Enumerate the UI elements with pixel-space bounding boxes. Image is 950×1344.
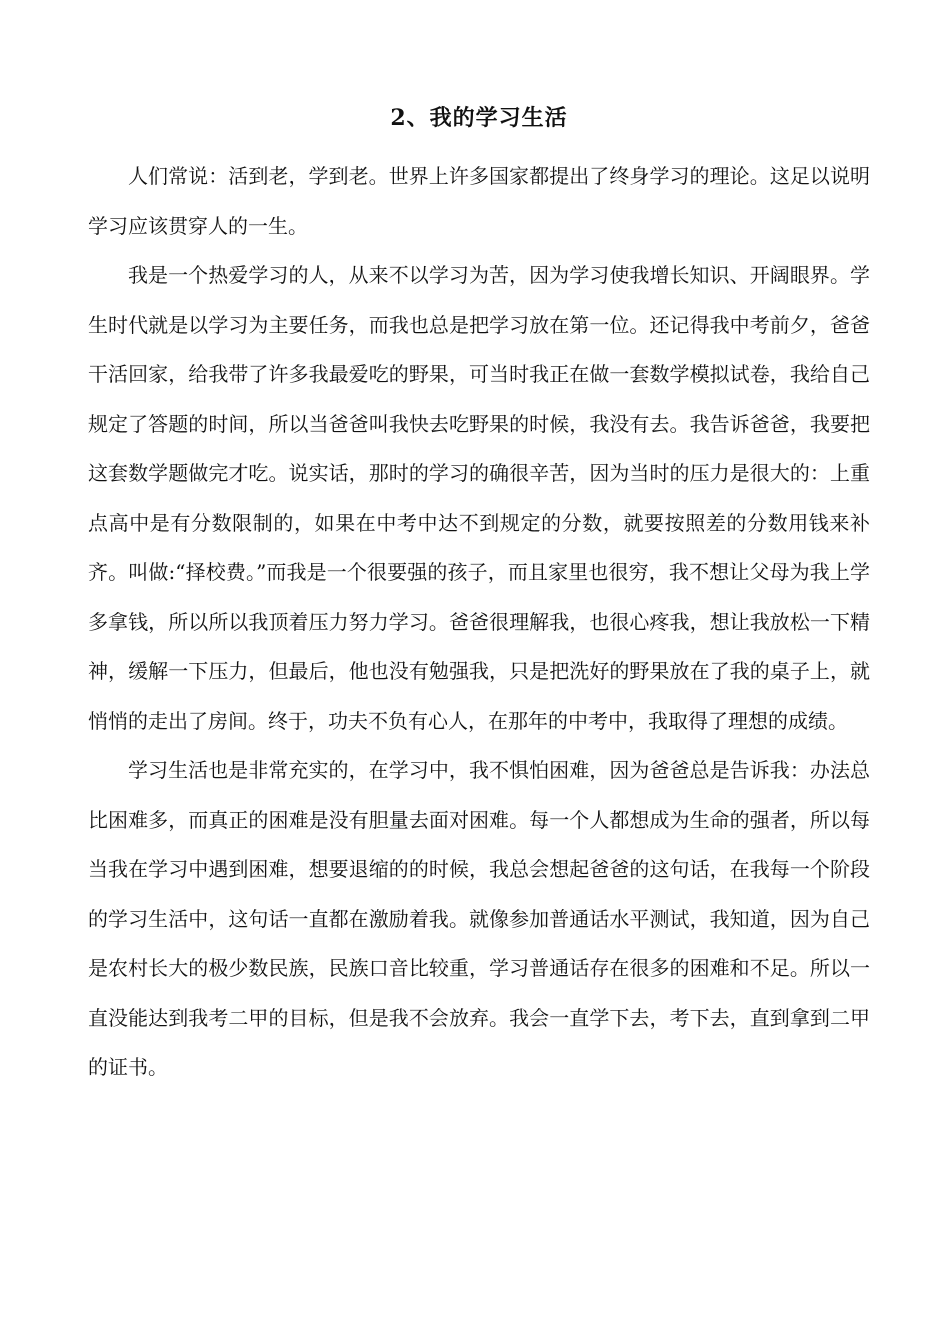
paragraph-1: 人们常说：活到老，学到老。世界上许多国家都提出了终身学习的理论。这足以说明学习应该贯穿人的一生。 bbox=[88, 164, 870, 238]
document-title: 2、我的学习生活 bbox=[390, 105, 568, 131]
paragraph-3: 学习生活也是非常充实的，在学习中，我不惧怕困难，因为爸爸总是告诉我：办法总比困难多，而真正的困难是没有胆量去面对困难。每一个人都想成为生命的强者，所以每当我在学习中遇到困难，想要退缩的的时候，我总会想起爸爸的这句话，在我每一个阶段的学习生活中，这句话一直都在激励着我。就像参加普通话水平测试，我知道，因为自己是农村长大的极少数民族，民族口音比较重，学习普通话存在很多的困难和不足。所以一直没能达到我考二甲的目标，但是我不会放弃。我会一直学下去，考下去，直到拿到二甲的证书。 bbox=[88, 758, 870, 1079]
document-page bbox=[88, 98, 870, 1093]
paragraph-2: 我是一个热爱学习的人，从来不以学习为苦，因为学习使我增长知识、开阔眼界。学生时代就是以学习为主要任务，而我也总是把学习放在第一位。还记得我中考前夕，爸爸干活回家，给我带了许多我最爱吃的野果，可当时我正在做一套数学模拟试卷，我给自己规定了答题的时间，所以当爸爸叫我快去吃野果的时候，我没有去。我告诉爸爸，我要把这套数学题做完才吃。说实话，那时的学习的确很辛苦，因为当时的压力是很大的：上重点高中是有分数限制的，如果在中考中达不到规定的分数，就要按照差的分数用钱来补齐。叫做:“择校费。”而我是一个很要强的孩子，而且家里也很穷，我不想让父母为我上学多拿钱，所以所以我顶着压力努力学习。爸爸很理解我，也很心疼我，想让我放松一下精神，缓解一下压力，但最后，他也没有勉强我，只是把洗好的野果放在了我的桌子上，就悄悄的走出了房间。终于，功夫不负有心人，在那年的中考中，我取得了理想的成绩。 bbox=[88, 263, 870, 733]
